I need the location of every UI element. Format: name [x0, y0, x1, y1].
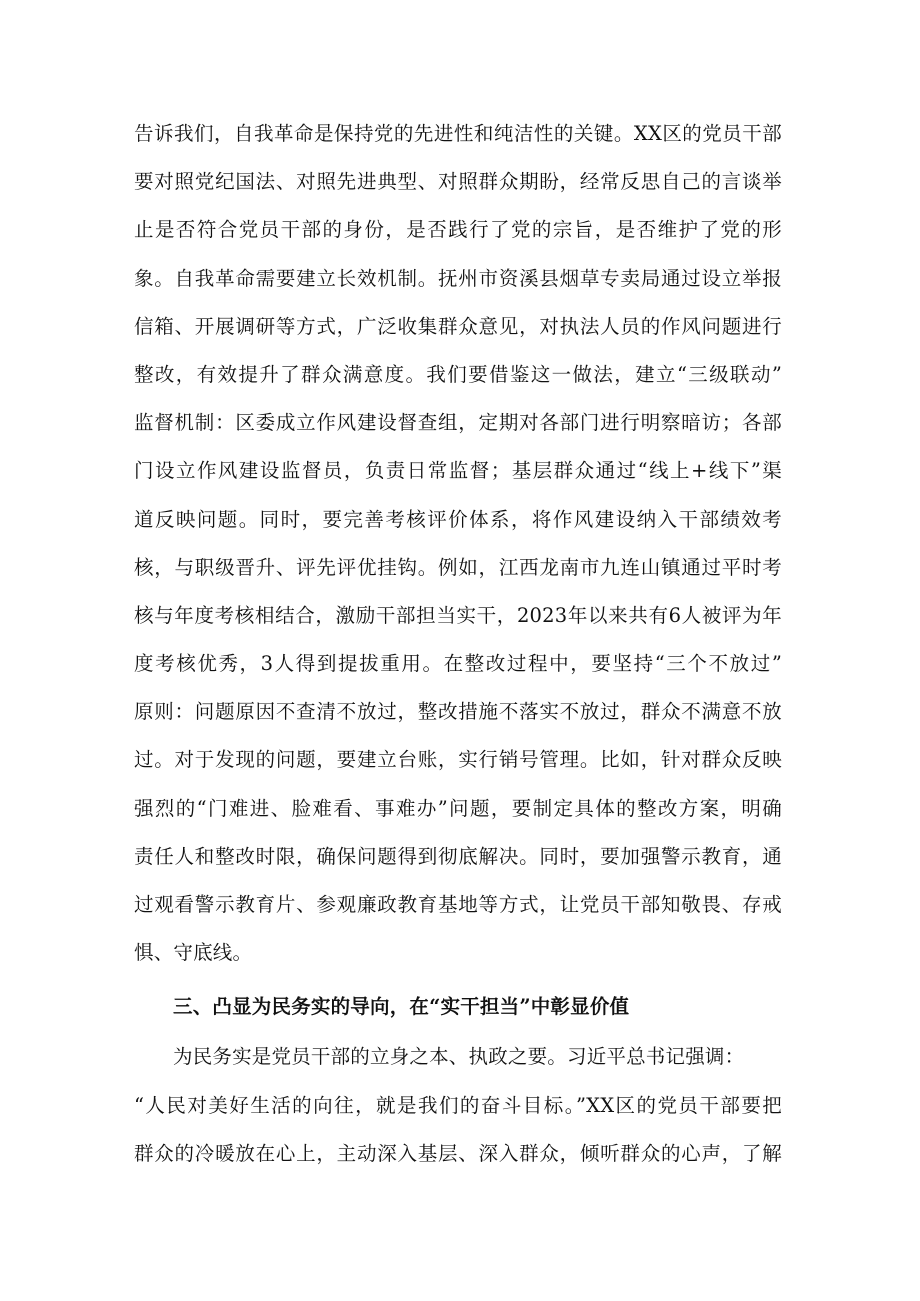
text-line: 过。对于发现的问题，要建立台账，实行销号管理。比如，针对群众反映 [134, 748, 782, 772]
text-line: 信箱、开展调研等方式，广泛收集群众意见，对执法人员的作风问题进行 [134, 314, 782, 338]
text-line: 核与年度考核相结合，激励干部担当实干，2023年以来共有6人被评为年 [134, 603, 782, 627]
text-line: 门设立作风建设监督员，负责日常监督；基层群众通过“线上+线下”渠 [134, 459, 782, 483]
paragraph-serve-people [134, 1033, 782, 1178]
text-line: 核，与职级晋升、评先评优挂钩。例如，江西龙南市九连山镇通过平时考 [134, 555, 782, 579]
text-line: 道反映问题。同时，要完善考核评价体系，将作风建设纳入干部绩效考 [134, 507, 782, 531]
text-line: 监督机制：区委成立作风建设督查组，定期对各部门进行明察暗访；各部 [134, 411, 782, 435]
text-line: 责任人和整改时限，确保问题得到彻底解决。同时，要加强警示教育，通 [134, 844, 782, 868]
text-line: 要对照党纪国法、对照先进典型、对照群众期盼，经常反思自己的言谈举 [134, 170, 782, 194]
text-line: 整改，有效提升了群众满意度。我们要借鉴这一做法，建立“三级联动” [134, 362, 782, 386]
text-line: 告诉我们，自我革命是保持党的先进性和纯洁性的关键。XX区的党员干部 [134, 122, 782, 145]
text-line: 过观看警示教育片、参观廉政教育基地等方式，让党员干部知敬畏、存戒 [134, 893, 782, 916]
text-line: 度考核优秀，3人得到提拔重用。在整改过程中，要坚持“三个不放过” [134, 652, 782, 676]
text-line: 惧、守底线。 [134, 941, 253, 965]
text-line: 象。自我革命需要建立长效机制。抚州市资溪县烟草专卖局通过设立举报 [134, 266, 782, 290]
section-heading: 三、凸显为民务实的导向，在“实干担当”中彰显价值 [173, 995, 630, 1019]
text-line: “人民对美好生活的向往，就是我们的奋斗目标。”XX区的党员干部要把 [134, 1093, 782, 1117]
paragraph-self-revolution [134, 110, 782, 977]
text-line: 止是否符合党员干部的身份，是否践行了党的宗旨，是否维护了党的形 [134, 218, 782, 242]
text-line: 强烈的“门难进、脸难看、事难办”问题，要制定具体的整改方案，明确 [134, 796, 782, 820]
text-line: 原则：问题原因不查清不放过，整改措施不落实不放过，群众不满意不放 [134, 700, 782, 724]
text-line: 为民务实是党员干部的立身之本、执政之要。习近平总书记强调： [173, 1045, 745, 1069]
document-page [134, 110, 782, 1178]
text-line: 群众的冷暖放在心上，主动深入基层、深入群众，倾听群众的心声，了解 [134, 1141, 782, 1165]
